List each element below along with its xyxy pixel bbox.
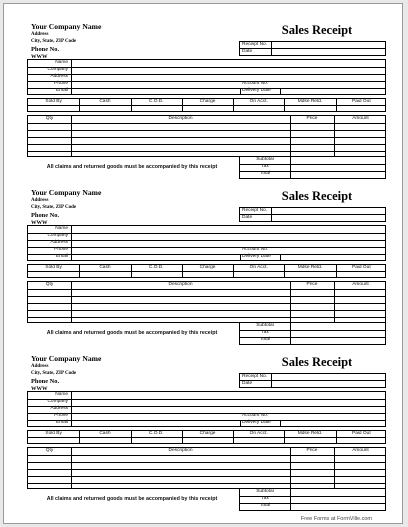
receipt-no-field[interactable] [273,208,384,214]
payment-header-2: C.O.D. [148,431,164,436]
customer-email-field[interactable] [73,88,384,94]
item-header-price: Price [306,116,318,121]
customer-name-field[interactable] [73,392,384,398]
items-table [27,281,386,323]
items-table [27,115,386,157]
item-row[interactable] [28,124,385,130]
date-field[interactable] [273,381,384,387]
payment-field-6[interactable] [337,272,386,277]
sales-receipt-1 [27,19,386,189]
payment-table [27,430,386,444]
payment-field-4[interactable] [234,438,283,443]
payment-header-6: Paid Out [352,431,371,436]
payment-field-4[interactable] [234,272,283,277]
item-header-price: Price [306,282,318,287]
customer-email-label: Email [56,254,68,259]
item-header-qty: Qty [45,282,54,287]
total-field[interactable] [292,172,384,177]
payment-field-1[interactable] [80,272,129,277]
tax-field[interactable] [292,497,384,502]
receipt-number-date-box [239,207,386,222]
company-city-state-zip: City, State, ZIP Code [31,205,77,210]
company-phone: Phone No. [31,212,60,219]
receipt-no-field[interactable] [273,374,384,380]
payment-field-2[interactable] [132,272,181,277]
payment-header-4: On Acct. [249,431,268,436]
customer-info-box [27,59,386,95]
delivery-date-label: Delivery Date [242,254,271,259]
company-city-state-zip: City, State, ZIP Code [31,371,77,376]
payment-header-6: Paid Out [352,265,371,270]
claims-notice: All claims and returned goods must be accompanied by this receipt [46,164,218,170]
payment-field-1[interactable] [80,438,129,443]
subtotal-label: Subtotal [256,489,274,494]
company-city-state-zip: City, State, ZIP Code [31,39,77,44]
receipt-no-field[interactable] [273,42,384,48]
total-label: Total [259,503,271,508]
item-header-amount: Amount [352,448,369,453]
payment-field-4[interactable] [234,106,283,111]
customer-address-field[interactable] [73,406,384,412]
receipt-title: Sales Receipt [281,355,353,369]
payment-header-5: Mdse Retd. [297,265,323,270]
total-field[interactable] [292,504,384,509]
company-phone: Phone No. [31,46,60,53]
total-field[interactable] [292,338,384,343]
customer-email-label: Email [56,420,68,425]
date-label: Date [242,381,253,386]
item-row[interactable] [28,138,385,144]
payment-header-1: Cash [99,99,111,104]
payment-header-1: Cash [99,265,111,270]
tax-label: Tax [261,330,269,335]
company-address: Address [31,198,49,203]
company-info [31,188,231,227]
customer-phone-field[interactable] [73,247,384,253]
claims-notice: All claims and returned goods must be accompanied by this receipt [46,496,218,502]
customer-name-label: Name [55,226,68,231]
item-row[interactable] [28,297,385,303]
customer-phone-label: Phone [54,413,68,418]
account-no-label: Account No. [242,247,269,252]
total-label: Total [259,337,271,342]
receipt-no-label: Receipt No. [242,374,268,379]
company-name: Your Company Name [31,22,102,31]
subtotal-label: Subtotal [256,157,274,162]
tax-field[interactable] [292,165,384,170]
date-label: Date [242,215,253,220]
company-name: Your Company Name [31,188,102,197]
payment-field-0[interactable] [29,438,78,443]
tax-label: Tax [261,496,269,501]
payment-header-0: Sold By [45,99,62,104]
item-header-description: Description [168,448,193,453]
item-header-qty: Qty [45,116,54,121]
customer-phone-label: Phone [54,247,68,252]
sales-receipt-2 [27,185,386,355]
payment-header-5: Mdse Retd. [297,431,323,436]
customer-company-label: Company [47,67,68,72]
item-header-description: Description [168,116,193,121]
receipt-number-date-box [239,41,386,56]
item-row[interactable] [28,304,385,310]
company-www: WWW [31,386,48,392]
total-label: Total [259,171,271,176]
customer-company-field[interactable] [73,399,384,405]
subtotal-field[interactable] [292,489,384,495]
account-no-label: Account No. [242,81,269,86]
customer-address-label: Address [50,240,68,245]
receipt-no-label: Receipt No. [242,208,268,213]
receipt-number-date-box [239,373,386,388]
receipt-no-label: Receipt No. [242,42,268,47]
payment-field-6[interactable] [337,438,386,443]
payment-header-4: On Acct. [249,265,268,270]
payment-field-2[interactable] [132,106,181,111]
customer-name-label: Name [55,392,68,397]
item-header-price: Price [306,448,318,453]
customer-address-label: Address [50,74,68,79]
date-field[interactable] [273,49,384,55]
item-row[interactable] [28,145,385,151]
tax-label: Tax [261,164,269,169]
payment-field-5[interactable] [285,438,334,443]
customer-company-label: Company [47,233,68,238]
item-row[interactable] [28,470,385,476]
subtotal-field[interactable] [292,157,384,163]
payment-header-0: Sold By [45,265,62,270]
payment-header-2: C.O.D. [148,265,164,270]
payment-header-5: Mdse Retd. [297,99,323,104]
payment-header-3: Charge [199,431,216,436]
customer-phone-field[interactable] [73,413,384,419]
customer-email-field[interactable] [73,254,384,260]
customer-company-label: Company [47,399,68,404]
payment-header-0: Sold By [45,431,62,436]
company-address: Address [31,32,49,37]
customer-info-box [27,391,386,427]
payment-header-6: Paid Out [352,99,371,104]
customer-name-field[interactable] [73,60,384,66]
date-field[interactable] [273,215,384,221]
tax-field[interactable] [292,331,384,336]
items-table [27,447,386,489]
company-phone: Phone No. [31,378,60,385]
item-row[interactable] [28,456,385,462]
payment-field-2[interactable] [132,438,181,443]
item-row[interactable] [28,311,385,317]
payment-table [27,98,386,112]
customer-email-field[interactable] [73,420,384,426]
payment-header-4: On Acct. [249,99,268,104]
customer-address-label: Address [50,406,68,411]
payment-field-5[interactable] [285,106,334,111]
item-row[interactable] [28,477,385,483]
payment-header-1: Cash [99,431,111,436]
item-header-amount: Amount [352,282,369,287]
company-address: Address [31,364,49,369]
delivery-date-label: Delivery Date [242,88,271,93]
claims-notice: All claims and returned goods must be accompanied by this receipt [46,330,218,336]
customer-address-field[interactable] [73,240,384,246]
payment-field-3[interactable] [183,272,232,277]
item-header-amount: Amount [352,116,369,121]
payment-field-1[interactable] [80,106,129,111]
item-header-qty: Qty [45,448,54,453]
sales-receipt-3 [27,351,386,521]
footer-credit: Free Forms at FormVille.com [300,516,372,522]
totals-box [239,489,386,511]
item-row[interactable] [28,290,385,296]
totals-box [239,157,386,179]
company-www: WWW [31,54,48,60]
payment-field-0[interactable] [29,272,78,277]
item-row[interactable] [28,463,385,469]
payment-table [27,264,386,278]
customer-company-field[interactable] [73,67,384,73]
account-no-label: Account No. [242,413,269,418]
payment-header-3: Charge [199,265,216,270]
customer-name-label: Name [55,60,68,65]
payment-header-3: Charge [199,99,216,104]
item-row[interactable] [28,131,385,137]
receipt-title: Sales Receipt [281,189,353,203]
item-header-description: Description [168,282,193,287]
company-info [31,22,231,61]
subtotal-field[interactable] [292,323,384,329]
company-www: WWW [31,220,48,226]
customer-phone-field[interactable] [73,81,384,87]
customer-company-field[interactable] [73,233,384,239]
subtotal-label: Subtotal [256,323,274,328]
customer-address-field[interactable] [73,74,384,80]
date-label: Date [242,49,253,54]
payment-field-6[interactable] [337,106,386,111]
payment-field-3[interactable] [183,438,232,443]
payment-field-5[interactable] [285,272,334,277]
delivery-date-label: Delivery Date [242,420,271,425]
customer-info-box [27,225,386,261]
company-info [31,354,231,393]
customer-name-field[interactable] [73,226,384,232]
customer-phone-label: Phone [54,81,68,86]
payment-header-2: C.O.D. [148,99,164,104]
company-name: Your Company Name [31,354,102,363]
payment-field-3[interactable] [183,106,232,111]
sales-receipt-form-page [3,3,403,524]
totals-box [239,323,386,345]
receipt-title: Sales Receipt [281,23,353,37]
payment-field-0[interactable] [29,106,78,111]
customer-email-label: Email [56,88,68,93]
